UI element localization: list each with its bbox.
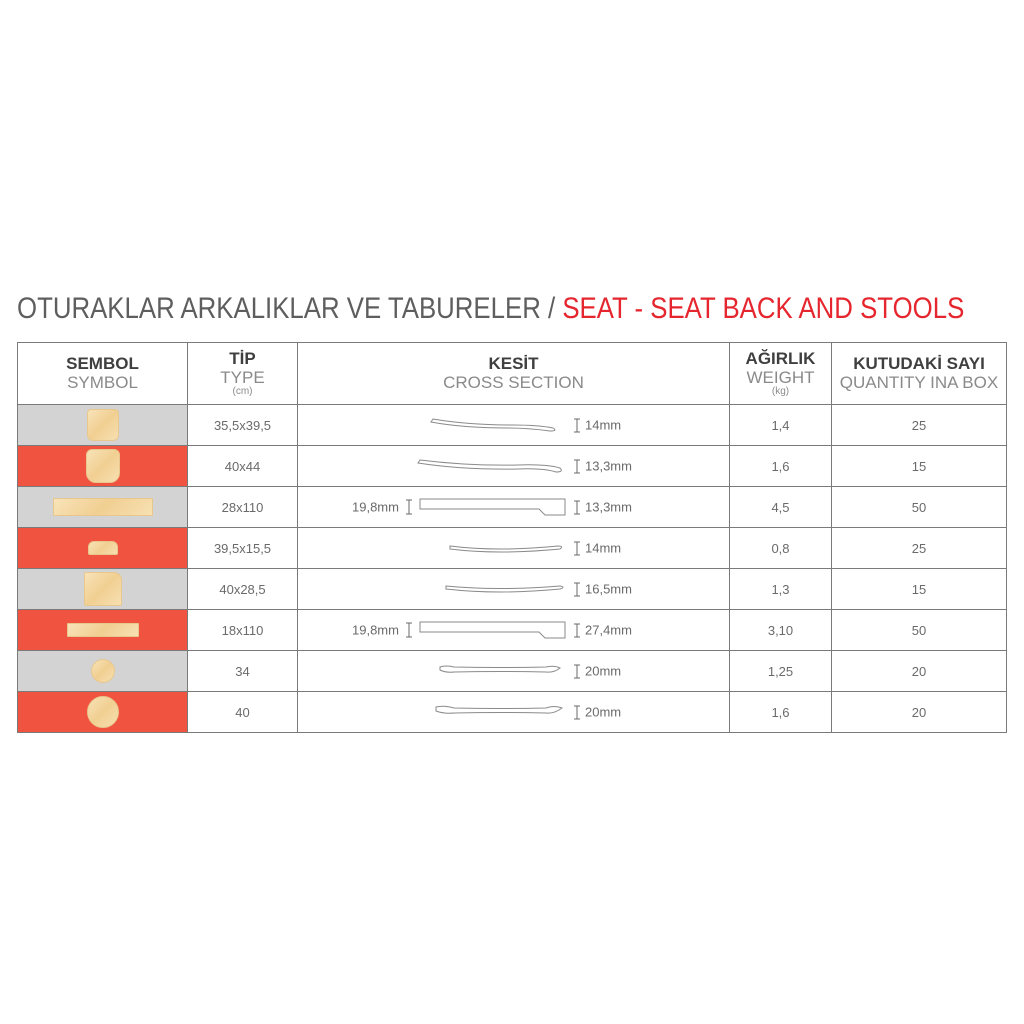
product-shape-icon xyxy=(84,572,122,606)
section-profile xyxy=(440,666,560,672)
weight-cell: 1,6 xyxy=(730,446,832,487)
header-type xyxy=(188,343,298,405)
section-profile xyxy=(420,622,565,638)
product-table xyxy=(17,342,1007,733)
symbol-cell xyxy=(18,569,188,610)
thickness-label: 13,3mm xyxy=(585,499,632,515)
header-section xyxy=(298,343,730,405)
weight-cell: 1,3 xyxy=(730,569,832,610)
cross-section-drawing xyxy=(298,528,730,568)
table-row xyxy=(18,405,1007,446)
table-row xyxy=(18,528,1007,569)
section-profile xyxy=(431,419,555,431)
header-section-tr: KESİT xyxy=(488,354,539,373)
table-row xyxy=(18,446,1007,487)
table-row xyxy=(18,569,1007,610)
table-row xyxy=(18,651,1007,692)
weight-cell: 3,10 xyxy=(730,610,832,651)
cross-section-drawing xyxy=(298,405,730,445)
header-symbol-tr: SEMBOL xyxy=(66,354,139,373)
symbol-cell xyxy=(18,405,188,446)
thickness-dimension-marker xyxy=(574,583,580,596)
product-shape-icon xyxy=(67,623,139,637)
cross-section-cell xyxy=(298,569,730,610)
left-dimension-marker xyxy=(406,500,412,514)
product-shape-icon xyxy=(86,449,120,483)
cross-section-drawing xyxy=(298,692,730,732)
cross-section-cell xyxy=(298,487,730,528)
thickness-label: 20mm xyxy=(585,704,622,720)
thickness-label: 20mm xyxy=(585,663,622,679)
qty-cell: 20 xyxy=(832,692,1007,733)
header-qty-tr: KUTUDAKİ SAYI xyxy=(853,354,985,373)
product-shape-icon xyxy=(53,498,153,516)
product-shape-icon xyxy=(87,409,119,441)
weight-cell: 1,4 xyxy=(730,405,832,446)
type-cell: 39,5x15,5 xyxy=(188,528,298,569)
symbol-cell xyxy=(18,651,188,692)
thickness-dimension-marker xyxy=(574,542,580,555)
header-weight-en: WEIGHT xyxy=(746,368,815,387)
left-dimension-marker xyxy=(406,623,412,637)
type-cell: 40x44 xyxy=(188,446,298,487)
thickness-dimension-marker xyxy=(574,460,580,473)
title-turkish: OTURAKLAR ARKALIKLAR VE TABURELER / xyxy=(17,292,563,325)
cross-section-cell xyxy=(298,651,730,692)
qty-cell: 25 xyxy=(832,405,1007,446)
cross-section-drawing xyxy=(298,569,730,609)
weight-cell: 1,6 xyxy=(730,692,832,733)
header-weight-unit: (kg) xyxy=(771,386,790,397)
symbol-cell xyxy=(18,528,188,569)
thickness-label: 14mm xyxy=(585,417,622,433)
qty-cell: 50 xyxy=(832,487,1007,528)
table-row xyxy=(18,610,1007,651)
section-profile xyxy=(418,460,561,472)
qty-cell: 15 xyxy=(832,569,1007,610)
cross-section-drawing xyxy=(298,651,730,691)
qty-cell: 50 xyxy=(832,610,1007,651)
header-weight xyxy=(730,343,832,405)
cross-section-cell xyxy=(298,692,730,733)
type-cell: 34 xyxy=(188,651,298,692)
cross-section-cell xyxy=(298,405,730,446)
thickness-label: 13,3mm xyxy=(585,458,632,474)
symbol-cell xyxy=(18,692,188,733)
header-section-en: CROSS SECTION xyxy=(443,373,584,392)
thickness-dimension-marker xyxy=(574,706,580,719)
left-measure-label: 19,8mm xyxy=(352,499,399,515)
cross-section-cell xyxy=(298,528,730,569)
qty-cell: 20 xyxy=(832,651,1007,692)
qty-cell: 15 xyxy=(832,446,1007,487)
thickness-label: 27,4mm xyxy=(585,622,632,638)
thickness-label: 14mm xyxy=(585,540,622,556)
thickness-dimension-marker xyxy=(574,419,580,432)
cross-section-drawing xyxy=(298,446,730,486)
symbol-cell xyxy=(18,487,188,528)
type-cell: 40 xyxy=(188,692,298,733)
product-shape-icon xyxy=(91,659,115,683)
weight-cell: 1,25 xyxy=(730,651,832,692)
thickness-dimension-marker xyxy=(574,665,580,678)
type-cell: 35,5x39,5 xyxy=(188,405,298,446)
weight-cell: 0,8 xyxy=(730,528,832,569)
header-weight-tr: AĞIRLIK xyxy=(745,349,816,368)
thickness-dimension-marker xyxy=(574,501,580,514)
qty-cell: 25 xyxy=(832,528,1007,569)
section-profile xyxy=(450,546,562,552)
section-profile xyxy=(446,586,563,592)
product-shape-icon xyxy=(87,696,119,728)
page-title xyxy=(17,292,964,326)
section-profile xyxy=(436,706,562,713)
cross-section-cell xyxy=(298,610,730,651)
weight-cell: 4,5 xyxy=(730,487,832,528)
table-row xyxy=(18,487,1007,528)
symbol-cell xyxy=(18,610,188,651)
header-qty-en: QUANTITY INA BOX xyxy=(839,373,999,392)
thickness-label: 16,5mm xyxy=(585,581,632,597)
cross-section-cell xyxy=(298,446,730,487)
header-type-unit: (cm) xyxy=(232,386,253,397)
thickness-dimension-marker xyxy=(574,624,580,637)
type-cell: 18x110 xyxy=(188,610,298,651)
type-cell: 40x28,5 xyxy=(188,569,298,610)
header-symbol-en: SYMBOL xyxy=(67,373,138,392)
table-header-row xyxy=(18,343,1007,405)
header-type-en: TYPE xyxy=(220,368,265,387)
section-profile xyxy=(420,499,565,515)
type-cell: 28x110 xyxy=(188,487,298,528)
left-measure-label: 19,8mm xyxy=(352,622,399,638)
title-english: SEAT - SEAT BACK AND STOOLS xyxy=(562,292,965,325)
table-row xyxy=(18,692,1007,733)
header-symbol xyxy=(18,343,188,405)
symbol-cell xyxy=(18,446,188,487)
header-qty xyxy=(832,343,1007,405)
header-type-tr: TİP xyxy=(229,349,256,368)
product-shape-icon xyxy=(88,541,118,555)
